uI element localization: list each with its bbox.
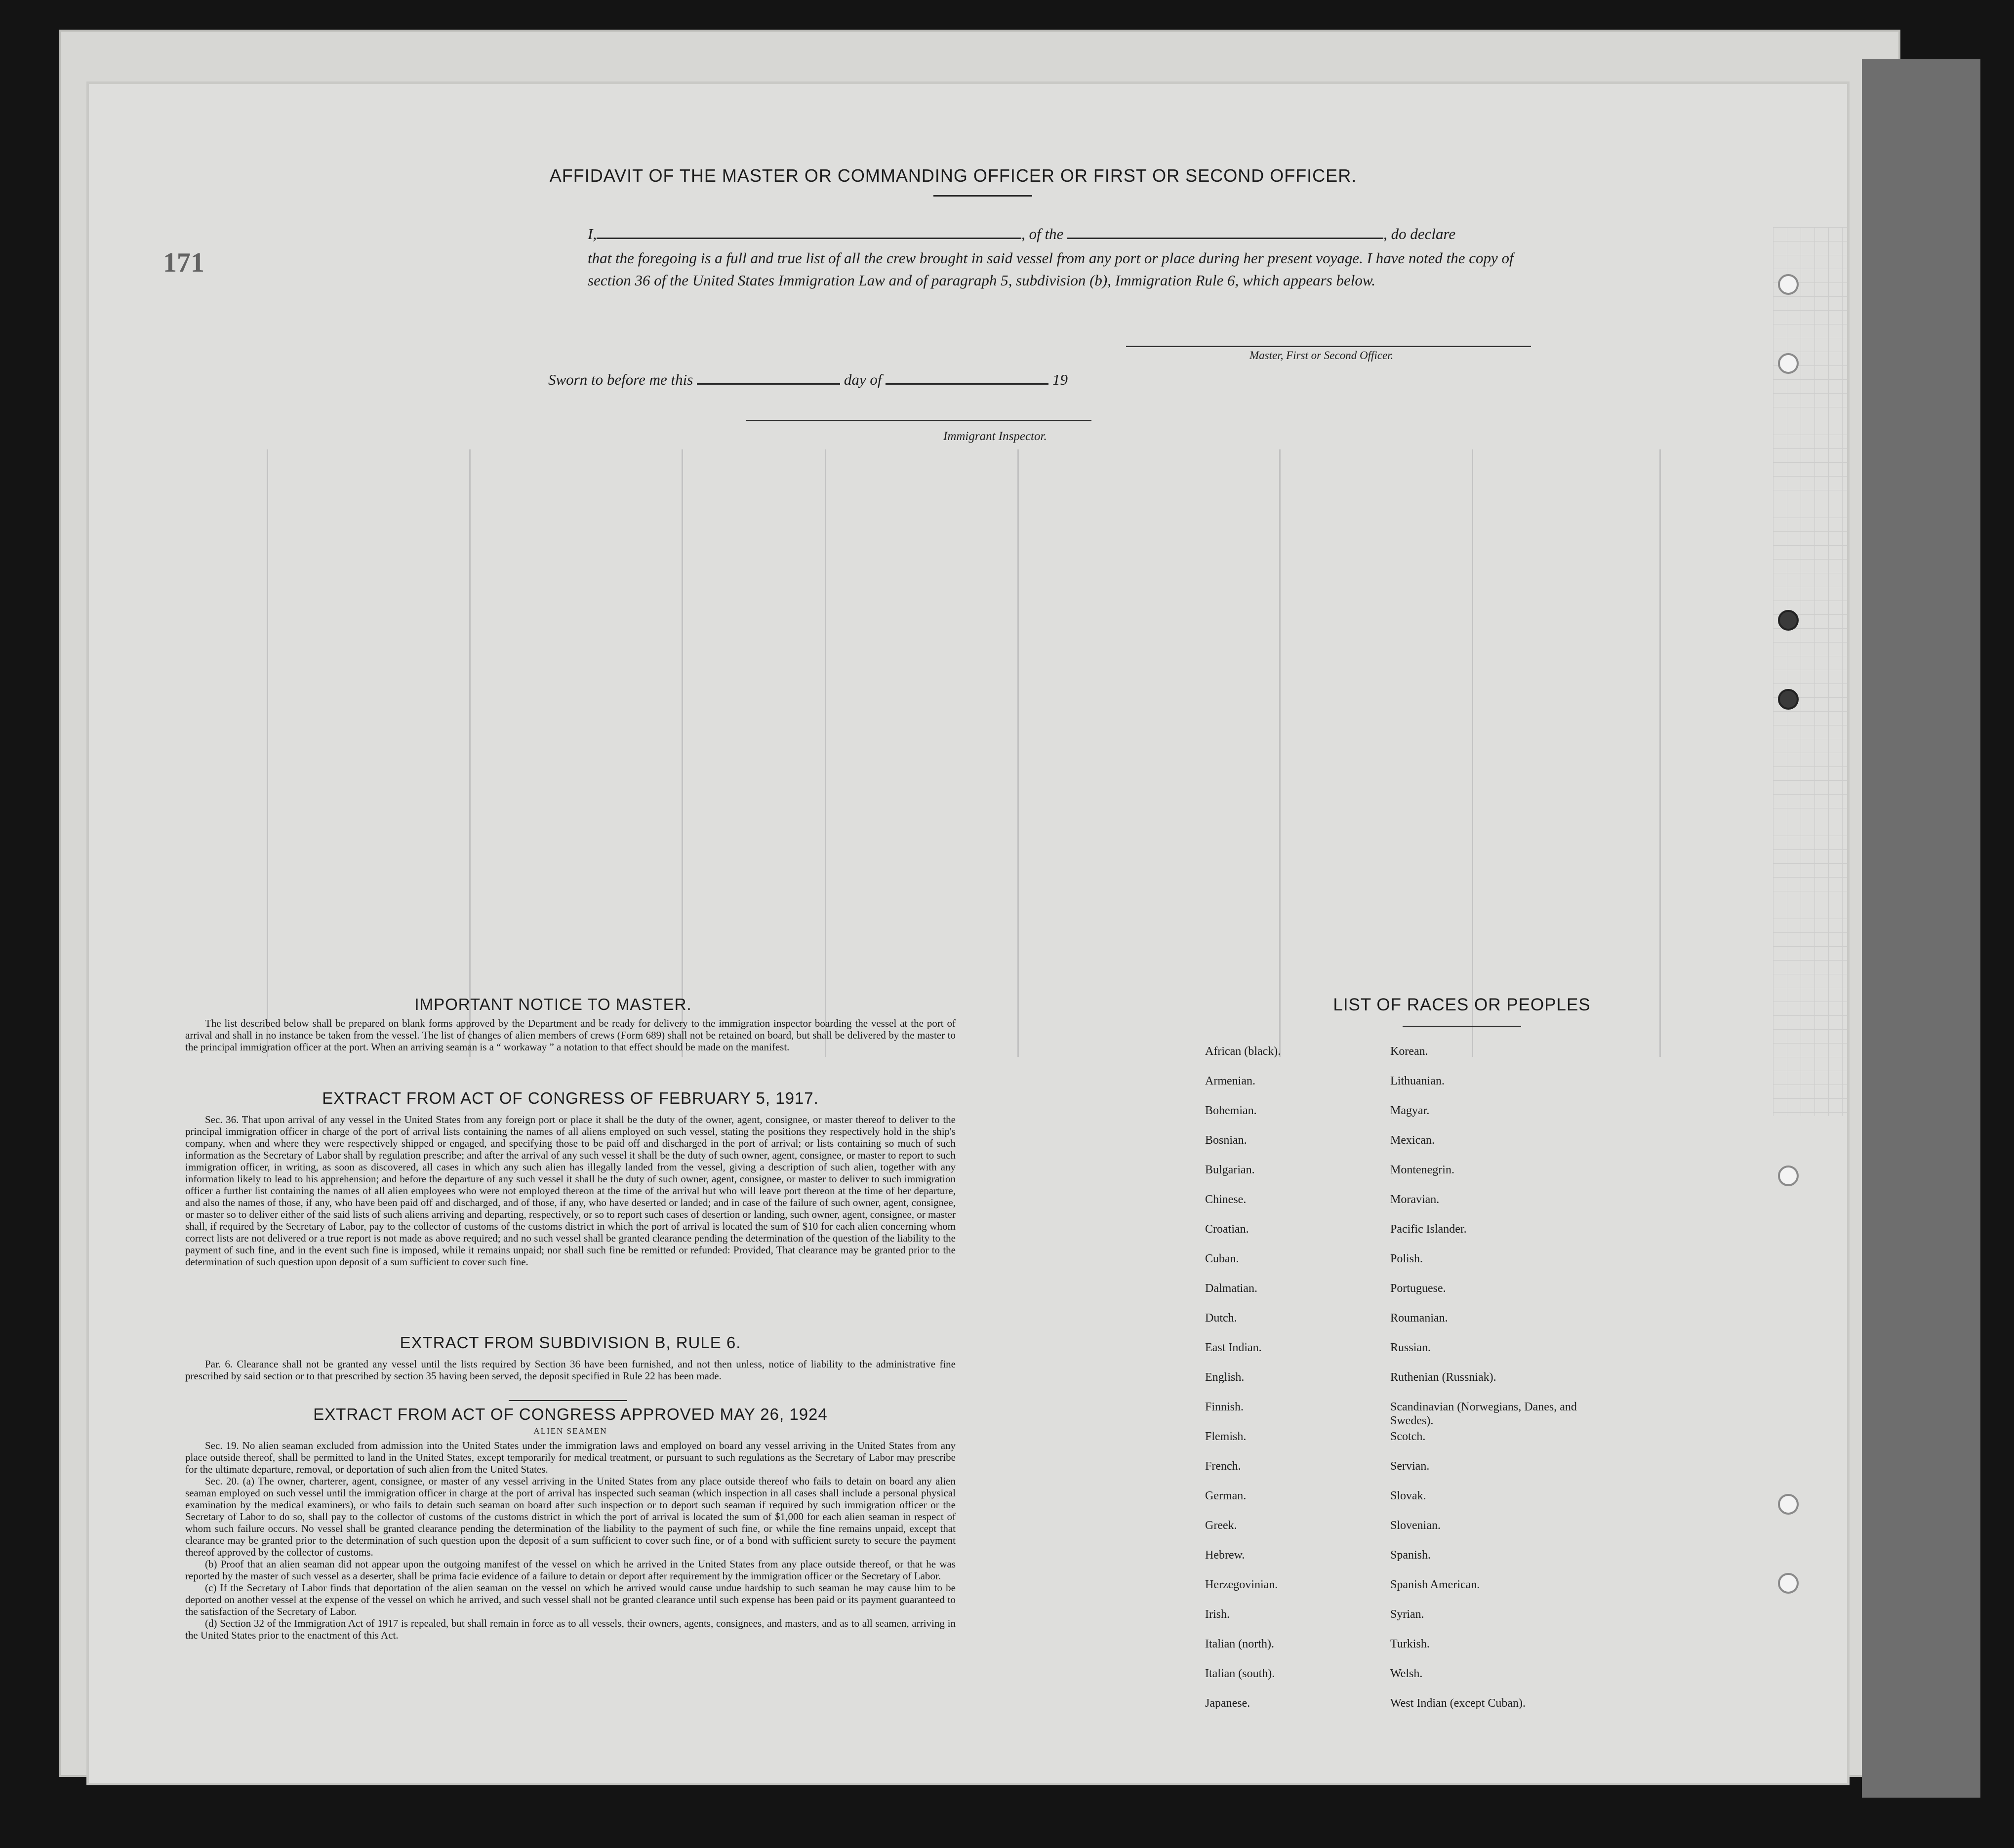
race-item: Portuguese. bbox=[1390, 1282, 1446, 1295]
race-item: Herzegovinian. bbox=[1205, 1578, 1278, 1591]
race-item: Hebrew. bbox=[1205, 1549, 1245, 1562]
race-item: Korean. bbox=[1390, 1045, 1428, 1058]
race-item: Pacific Islander. bbox=[1390, 1223, 1467, 1236]
race-item: Spanish American. bbox=[1390, 1578, 1480, 1591]
race-item: French. bbox=[1205, 1460, 1241, 1473]
bleed-line bbox=[825, 449, 826, 1057]
race-item: Greek. bbox=[1205, 1519, 1237, 1532]
race-item: Ruthenian (Russniak). bbox=[1390, 1371, 1496, 1384]
sworn-line bbox=[548, 370, 1511, 389]
bleed-line bbox=[1279, 449, 1281, 1057]
bleed-line bbox=[682, 449, 683, 1057]
punch-hole bbox=[1778, 353, 1799, 374]
par-6-text: Par. 6. Clearance shall not be granted any vessel until the lists required by Section 36 have been furnished, and not then unless, notice of liability to the administrative fine prescribed by said section or to that prescribed by section 35 having been served, the deposit specified in Rule 22 has been made. bbox=[185, 1358, 956, 1382]
sec-19-text: Sec. 19. No alien seaman excluded from admission into the United States under the immigration laws and employed on board any vessel arriving in the United States from any place outside thereof, shall be permitted to land in the United States, except temporarily for medical treatment, or pursuant to such regulations as the Secretary of Labor may prescribe for the ultimate departure, removal, or deportation of such alien from the United States. bbox=[185, 1440, 956, 1475]
punch-hole bbox=[1778, 274, 1799, 295]
race-item: Syrian. bbox=[1390, 1608, 1424, 1621]
name-blank[interactable] bbox=[597, 225, 1021, 239]
master-signature-line[interactable] bbox=[1126, 346, 1531, 347]
section-rule bbox=[509, 1400, 627, 1401]
affidavit-declaration-line bbox=[588, 225, 1551, 243]
extract-rule6-body bbox=[185, 1358, 956, 1382]
race-item: Russian. bbox=[1390, 1341, 1431, 1354]
aff-declare: , do declare bbox=[1383, 225, 1456, 242]
race-item: Finnish. bbox=[1205, 1401, 1244, 1413]
sworn-day-of: day of bbox=[844, 371, 882, 388]
race-item: Moravian. bbox=[1390, 1193, 1440, 1206]
race-item: Scotch. bbox=[1390, 1430, 1426, 1443]
race-item: Dutch. bbox=[1205, 1312, 1237, 1325]
race-item: Magyar. bbox=[1390, 1104, 1430, 1117]
race-item: Polish. bbox=[1390, 1252, 1423, 1265]
race-item: Roumanian. bbox=[1390, 1312, 1448, 1325]
race-item: Japanese. bbox=[1205, 1697, 1250, 1710]
race-item: West Indian (except Cuban). bbox=[1390, 1697, 1526, 1710]
margin-note: 171 bbox=[163, 247, 204, 278]
punch-hole bbox=[1778, 1165, 1799, 1186]
sec-20c-text: (c) If the Secretary of Labor finds that deportation of the alien seaman on the vessel on which he arrived would cause undue hardship to such seaman he may cause him to be deported on another vessel at the expense of the vessel on which he arrived, and such vessel shall not be granted clearance until such expense has been paid or its payment guaranteed to the satisfaction of the Secretary of Labor. bbox=[185, 1582, 956, 1617]
race-item: Dalmatian. bbox=[1205, 1282, 1257, 1295]
sec-20d-text: (d) Section 32 of the Immigration Act of 1917 is repealed, but shall remain in force as to all vessels, their owners, agents, consignees, and masters, and as to all seamen, arriving in the United States prior to the enactment of this Act. bbox=[185, 1617, 956, 1641]
inspector-caption: Immigrant Inspector. bbox=[943, 430, 1047, 443]
notice-body bbox=[185, 1017, 956, 1053]
race-item: Cuban. bbox=[1205, 1252, 1239, 1265]
punch-hole bbox=[1778, 1573, 1799, 1594]
race-item: East Indian. bbox=[1205, 1341, 1262, 1354]
sec-20b-text: (b) Proof that an alien seaman did not appear upon the outgoing manifest of the vessel on which he arrived in the United States from any place outside thereof, or that he was reported by the master of such vessel as a deserter, shall be prima facie evidence of a failure to detain or deport after requirement by the immigration officer or the Secretary of Labor. bbox=[185, 1558, 956, 1582]
race-item: Mexican. bbox=[1390, 1134, 1435, 1147]
race-item: English. bbox=[1205, 1371, 1245, 1384]
race-item: Irish. bbox=[1205, 1608, 1230, 1621]
race-item: Spanish. bbox=[1390, 1549, 1431, 1562]
race-item: Armenian. bbox=[1205, 1075, 1255, 1087]
bleed-line bbox=[267, 449, 268, 1057]
extract-1924-body bbox=[185, 1440, 956, 1641]
bleed-line bbox=[469, 449, 471, 1057]
manifest-page bbox=[89, 84, 1847, 1783]
notice-title: IMPORTANT NOTICE TO MASTER. bbox=[414, 995, 692, 1013]
race-item: Montenegrin. bbox=[1390, 1164, 1454, 1176]
race-item: Lithuanian. bbox=[1390, 1075, 1445, 1087]
sworn-year: 19 bbox=[1052, 371, 1068, 388]
extract-1917-body bbox=[185, 1114, 956, 1268]
extract-rule6-title: EXTRACT FROM SUBDIVISION B, RULE 6. bbox=[400, 1333, 741, 1352]
extract-1924-title: EXTRACT FROM ACT OF CONGRESS APPROVED MAY 26, 1924 bbox=[313, 1405, 828, 1423]
race-item: Croatian. bbox=[1205, 1223, 1249, 1236]
race-item: African (black). bbox=[1205, 1045, 1281, 1058]
bleed-line bbox=[1659, 449, 1661, 1057]
race-item: German. bbox=[1205, 1489, 1247, 1502]
sworn-prefix: Sworn to before me this bbox=[548, 371, 693, 388]
punch-hole bbox=[1778, 610, 1799, 631]
punch-hole bbox=[1778, 1494, 1799, 1515]
race-item: Servian. bbox=[1390, 1460, 1430, 1473]
race-item: Italian (north). bbox=[1205, 1638, 1274, 1650]
aff-i: I, bbox=[588, 225, 597, 242]
binding-strip bbox=[1862, 59, 1980, 1798]
title-rule bbox=[933, 195, 1032, 197]
bleed-line bbox=[1472, 449, 1473, 1057]
vessel-blank[interactable] bbox=[1067, 225, 1383, 239]
races-title: LIST OF RACES OR PEOPLES bbox=[1333, 995, 1591, 1014]
sworn-month-blank[interactable] bbox=[886, 370, 1048, 385]
race-item: Bohemian. bbox=[1205, 1104, 1257, 1117]
sec-36-text: Sec. 36. That upon arrival of any vessel in the United States from any foreign port or place it shall be the duty of the owner, agent, consignee, or master thereof to deliver to the principal immigration officer in charge of the port of arrival lists containing the names of all aliens employed on such vessel, stating the positions they respectively hold in the ship's company, when and where they were respectively shipped or engaged, and specifying those to be paid off and discharged in the port of arrival; or lists containing so much of such information as the Secretary of Labor shall by regulation prescribe; and after the arrival of any such vessel it shall be the duty of such owner, agent, consignee, or master to report to such immigration officer, in writing, as soon as discovered, all cases in which any such alien has illegally landed from the vessel, giving a description of such alien, together with any information likely to lead to his apprehension; and before the departure of any such vessel it shall be the duty of such owner, agent, consignee, or master to deliver to such immigration officer a further list containing the names of all alien employees who were not employed thereon at the time of the arrival but who will leave port thereon at the time of her departure, and also the names of those, if any, who have been paid off and discharged, and of those, if any, who have deserted or landed; and in case of the failure of such owner, agent, consignee, or master so to deliver either of the said lists of such aliens arriving and departing, respectively, or so to report such cases of desertion or landing, such owner, agent, consignee, or master shall, if required by the Secretary of Labor, pay to the collector of customs of the customs district in which the port of arrival is located the sum of $10 for each alien concerning whom correct lists are not delivered or a true report is not made as above required; and no such vessel shall be granted clearance pending the determination of the question of the liability to the payment of such fine, and in the event such fine is imposed, while it remains unpaid; nor shall such fine be remitted or refunded: Provided, That clearance may be granted prior to the determination of such question upon deposit of a sum sufficient to cover such fine. bbox=[185, 1114, 956, 1268]
sec-20a-text: Sec. 20. (a) The owner, charterer, agent, consignee, or master of any vessel arriving in the United States from any place outside thereof who fails to detain on board any alien seaman employed on such vessel until the immigration officer in charge at the port of arrival has inspected such seaman (which inspection in all cases shall include a personal physical examination by the medical examiners), or who fails to detain such seaman on board after such inspection or to deport such seaman if required by such immigration officer or the Secretary of Labor to do so, shall pay to the collector of customs of the customs district in which the port of arrival is located the sum of $1,000 for each alien seaman in respect of whom such failure occurs. No vessel shall be granted clearance pending the determination of the liability to the payment of such fine, or while the fine remains unpaid, except that clearance may be granted prior to the determination of such question upon the deposit of a sum sufficient to cover such fine, or of a bond with sufficient surety to secure the payment thereof approved by the collector of customs. bbox=[185, 1475, 956, 1558]
races-right-column bbox=[1390, 1045, 1598, 1726]
race-item: Slovak. bbox=[1390, 1489, 1426, 1502]
affidavit-title: AFFIDAVIT OF THE MASTER OR COMMANDING OFFICER OR FIRST OR SECOND OFFICER. bbox=[549, 165, 1357, 186]
race-item: Welsh. bbox=[1390, 1667, 1423, 1680]
aff-of-the: , of the bbox=[1021, 225, 1064, 242]
notice-text: The list described below shall be prepared on blank forms approved by the Department and be ready for delivery to the immigration inspector boarding the vessel at the port of arrival and shall in no instance be taken from the vessel. The list of changes of alien members of crews (Form 689) shall not be retained on board, but shall be delivered by the master to the principal immigration officer at the port. When an arriving seaman is a “ workaway ” a notation to that effect should be made on the manifest. bbox=[185, 1017, 956, 1053]
race-item: Bosnian. bbox=[1205, 1134, 1247, 1147]
race-item: Italian (south). bbox=[1205, 1667, 1275, 1680]
race-item: Slovenian. bbox=[1390, 1519, 1441, 1532]
master-caption: Master, First or Second Officer. bbox=[1249, 349, 1394, 362]
race-item: Scandinavian (Norwegians, Danes, and Swedes). bbox=[1390, 1401, 1577, 1427]
inspector-signature-line[interactable] bbox=[746, 420, 1091, 421]
race-item: Chinese. bbox=[1205, 1193, 1247, 1206]
affidavit-statement: that the foregoing is a full and true list of all the crew brought in said vessel from any port or place during her present voyage. I have noted the copy of section 36 of the United States Immigration Law and of paragraph 5, subdivision (b), Immigration Rule 6, which appears below. bbox=[588, 249, 1514, 289]
sworn-day-blank[interactable] bbox=[697, 370, 840, 385]
bleed-line bbox=[1017, 449, 1019, 1057]
extract-1917-title: EXTRACT FROM ACT OF CONGRESS OF FEBRUARY 5, 1917. bbox=[322, 1089, 819, 1107]
extract-1924-subtitle: ALIEN SEAMEN bbox=[533, 1426, 607, 1436]
race-item: Bulgarian. bbox=[1205, 1164, 1255, 1176]
race-item: Flemish. bbox=[1205, 1430, 1247, 1443]
punch-hole bbox=[1778, 689, 1799, 710]
races-rule bbox=[1403, 1026, 1521, 1027]
race-item: Turkish. bbox=[1390, 1638, 1430, 1650]
